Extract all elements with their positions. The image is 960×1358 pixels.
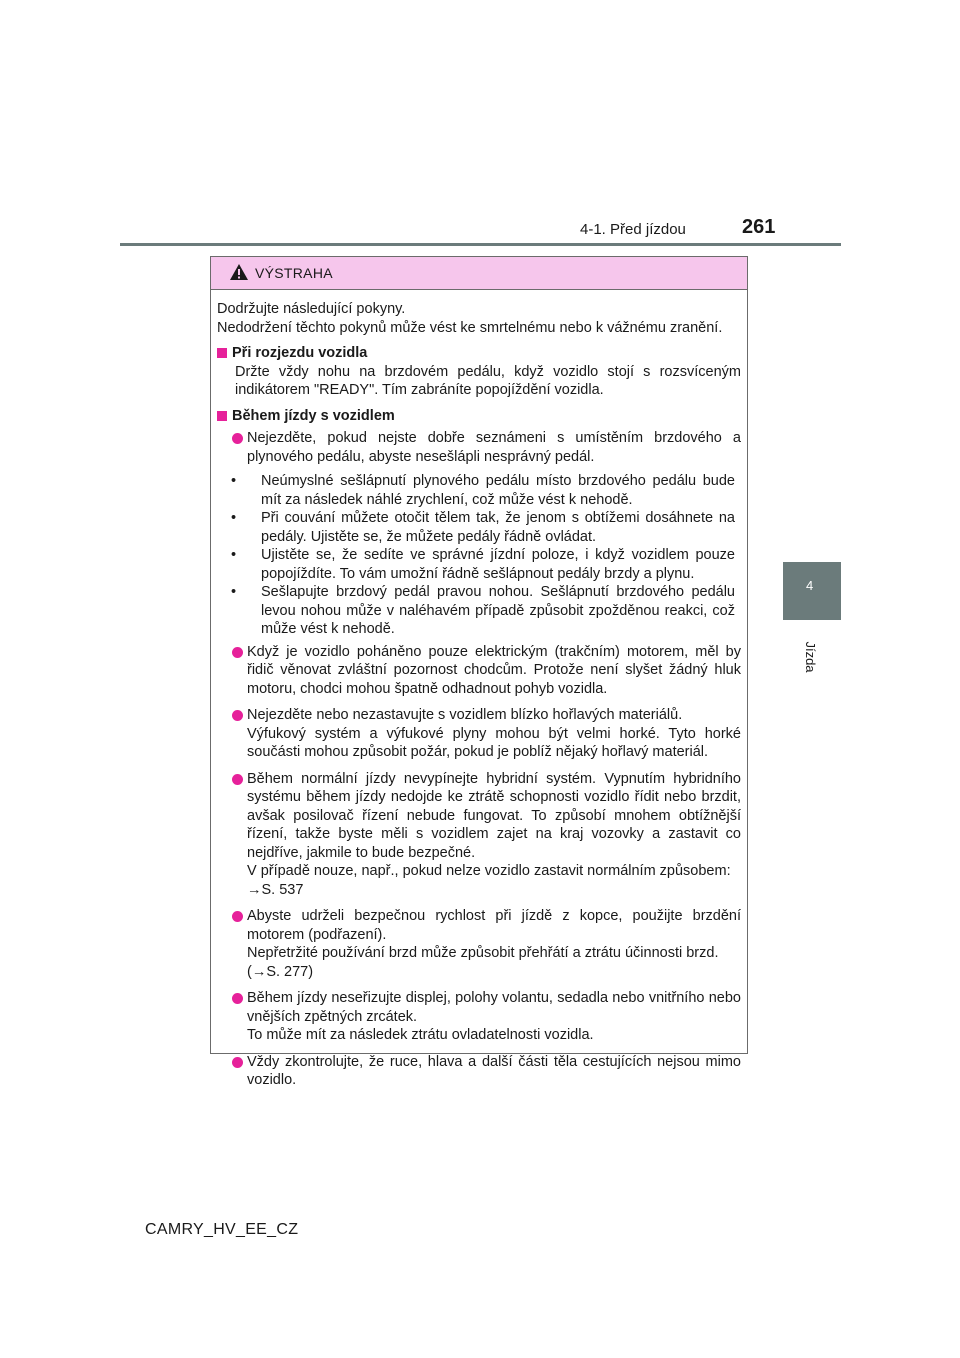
intro-line: Nedodržení těchto pokynů může vést ke smrtelnému nebo k vážnému zranění.: [217, 319, 723, 336]
section-heading: [217, 407, 741, 426]
list-item-text: To může mít za následek ztrátu ovladatelnosti vozidla.: [247, 1027, 594, 1043]
list-item-text: Nejezděte nebo nezastavujte s vozidlem blízko hořlavých materiálů.: [247, 707, 683, 723]
section-heading: [217, 344, 741, 363]
sub-list-item: [217, 509, 741, 546]
list-item: [217, 907, 741, 981]
list-item-text: Nepřetržité používání brzd může způsobit přehřátí a ztrátu účinnosti brzd.: [247, 945, 719, 961]
header-rule: [120, 243, 841, 246]
circle-bullet-icon: [232, 911, 243, 922]
list-item-text: Během jízdy neseřizujte displej, polohy volantu, sedadla nebo vnitřního nebo vnějších zpětných zrcátek.: [247, 990, 741, 1025]
warning-intro: [217, 300, 741, 337]
sub-list: [217, 472, 741, 639]
list-item-text: Abyste udrželi bezpečnou rychlost při jízdě z kopce, použijte brzdění motorem (podřazení).: [247, 908, 741, 943]
page-reference[interactable]: (→S. 277): [247, 963, 314, 980]
circle-bullet-icon: [232, 647, 243, 658]
circle-bullet-icon: [232, 993, 243, 1004]
warning-title: VÝSTRAHA: [255, 265, 333, 281]
warning-triangle-icon: [229, 263, 249, 281]
list-item-text: Nejezděte, pokud nejste dobře seznámeni s umístěním brzdového a plynového pedálu, abyste nesešlápli nesprávný pedál.: [247, 430, 741, 465]
warning-body: [211, 290, 747, 1090]
list-item-text: Během normální jízdy nevypínejte hybridní systém. Vypnutím hybridního systému během jízdy nedojde ke ztrátě schopnosti vozidlo řídit nebo brzdit, avšak posilovač řízení nebude fungovat. To způsobí mnohem obtížnější řízení, takže byste měli s vozidlem zajet na kraj vozovky a zastavit co nejdříve, jakmile to bude bezpečné.: [247, 770, 741, 861]
circle-bullet-icon: [232, 433, 243, 444]
list-item: [217, 706, 741, 762]
page-number: 261: [742, 216, 776, 238]
page-header-section: 4-1. Před jízdou: [580, 221, 686, 238]
sub-list-item-text: Ujistěte se, že sedíte ve správné jízdní poloze, i když vozidlem pouze popojíždíte. To vám umožní řádně sešlápnout pedály brzdy a plynu.: [261, 547, 735, 582]
square-bullet-icon: [217, 348, 227, 358]
circle-bullet-icon: [232, 774, 243, 785]
dot-mark-icon: •: [231, 584, 237, 600]
section-text: Držte vždy nohu na brzdovém pedálu, když vozidlo stojí s rozsvíceným indikátorem "READY". Tím zabráníte popojíždění vozidla.: [235, 363, 741, 398]
dot-mark-icon: •: [231, 547, 237, 563]
sub-list-item-text: Neúmyslné sešlápnutí plynového pedálu místo brzdového pedálu bude mít za následek náhlé zrychlení, což může vést k nehodě.: [261, 473, 735, 508]
list-item-text: V případě nouze, např., pokud nelze vozidlo zastavit normálním způsobem:: [247, 863, 731, 879]
circle-bullet-icon: [232, 1057, 243, 1068]
square-bullet-icon: [217, 411, 227, 421]
dot-mark-icon: •: [231, 510, 237, 526]
list-item-text: Výfukový systém a výfukové plyny mohou být velmi horké. Tyto horké součásti mohou způsobit požár, pokud je poblíž nějaký hořlavý materiál.: [247, 725, 741, 760]
document-code: CAMRY_HV_EE_CZ: [145, 1221, 299, 1238]
sub-list-item: [217, 546, 741, 583]
list-item: [217, 1053, 741, 1090]
intro-line: Dodržujte následující pokyny.: [217, 301, 406, 317]
circle-bullet-icon: [232, 710, 243, 721]
list-item: [217, 989, 741, 1045]
sub-list-item: [217, 583, 741, 639]
list-item: [217, 429, 741, 639]
dot-mark-icon: •: [231, 473, 237, 489]
chapter-number: 4: [806, 578, 814, 593]
chapter-label: Jízda: [803, 641, 818, 673]
warning-box: [210, 256, 748, 1088]
list-item-text: Vždy zkontrolujte, že ruce, hlava a další části těla cestujících nejsou mimo vozidlo.: [247, 1053, 741, 1088]
warning-header: [211, 257, 747, 290]
section-heading-text: Během jízdy s vozidlem: [232, 407, 395, 424]
sub-list-item-text: Sešlapujte brzdový pedál pravou nohou. Sešlápnutí brzdového pedálu levou nohou může v naléhavém případě způsobit zpožděnou reakci, což může vést k nehodě.: [261, 584, 735, 637]
section-heading-text: Při rozjezdu vozidla: [232, 345, 368, 361]
list-item: [217, 770, 741, 900]
list-item: [217, 643, 741, 699]
page-reference[interactable]: →S. 537: [247, 881, 304, 898]
list-item-text: Když je vozidlo poháněno pouze elektrickým (trakčním) motorem, měl by řidič věnovat zvláštní pozornost chodcům. Protože není slyšet žádný hluk motoru, chodci mohou špatně odhadnout pohyb vozidla.: [247, 643, 741, 697]
chapter-tab: [783, 562, 841, 620]
sub-list-item-text: Při couvání můžete otočit tělem tak, že jenom s obtížemi dosáhnete na pedály. Ujistěte se, že můžete pedály řádně ovládat.: [261, 510, 735, 545]
sub-list-item: [217, 472, 741, 509]
